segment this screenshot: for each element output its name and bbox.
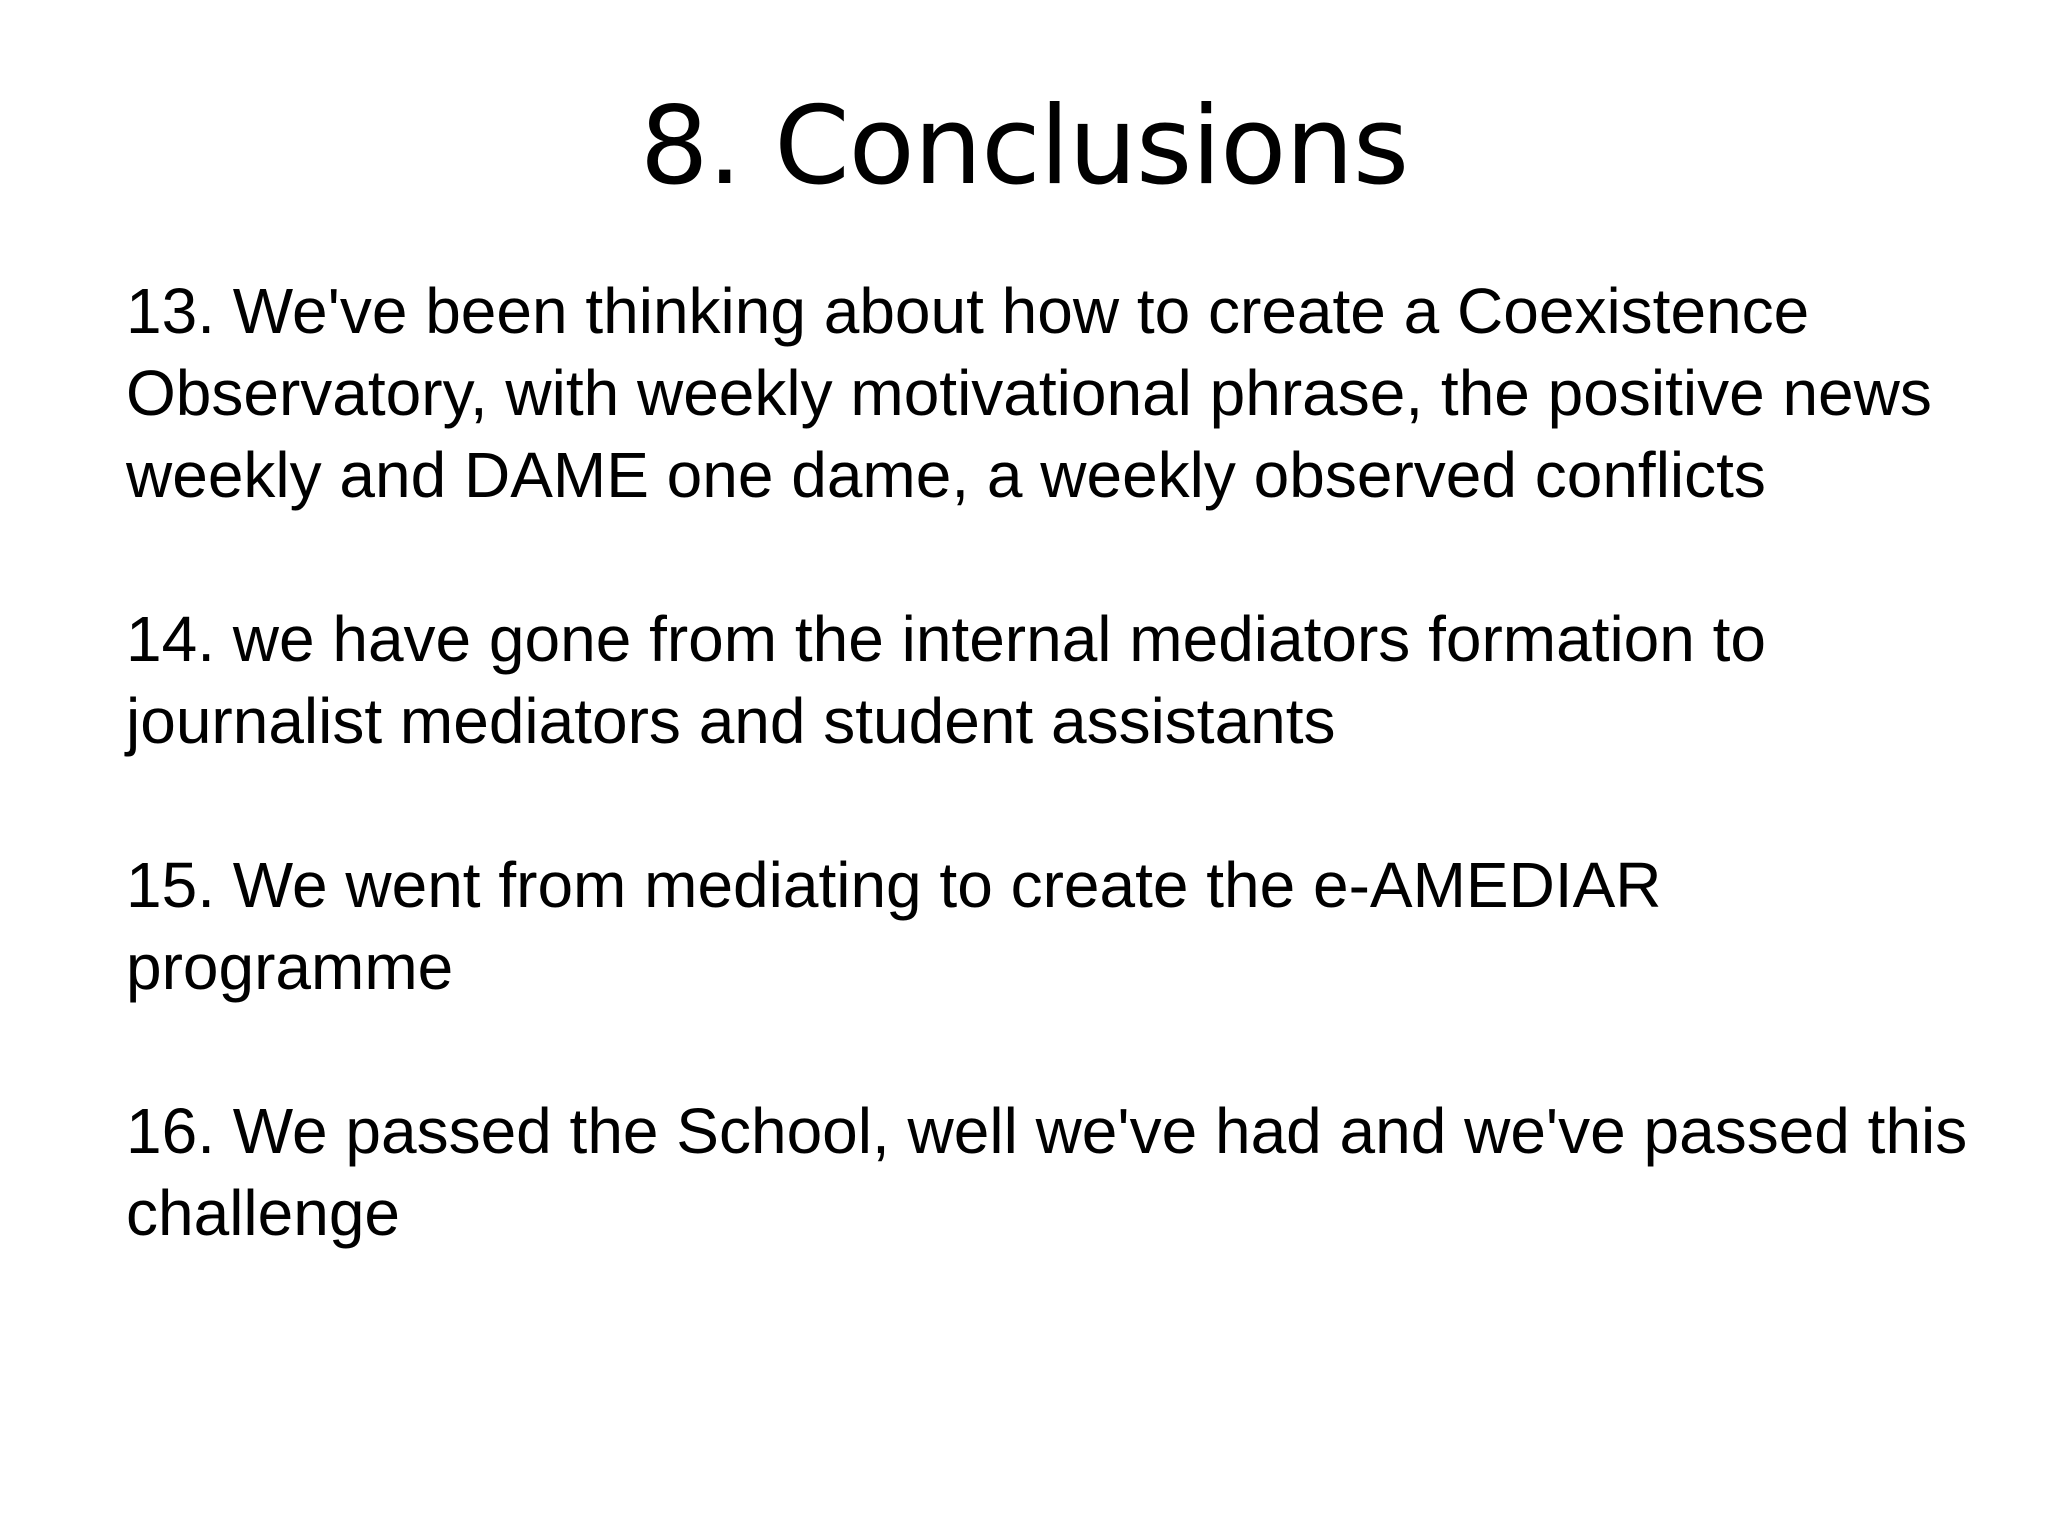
conclusion-item-15: 15. We went from mediating to create the e-AMEDIAR programme (126, 849, 1662, 1003)
conclusion-item-16: 16. We passed the School, well we've had and we've passed this challenge (126, 1095, 1968, 1249)
conclusion-item-14: 14. we have gone from the internal mediators formation to journalist mediators and student assistants (126, 603, 1766, 757)
conclusion-item-13: 13. We've been thinking about how to create a Coexistence Observatory, with weekly motivational phrase, the positive news weekly and DAME one dame, a weekly observed conflicts (126, 275, 1932, 511)
slide-title: 8. Conclusions (639, 84, 1409, 209)
slide-body (126, 270, 1986, 1336)
